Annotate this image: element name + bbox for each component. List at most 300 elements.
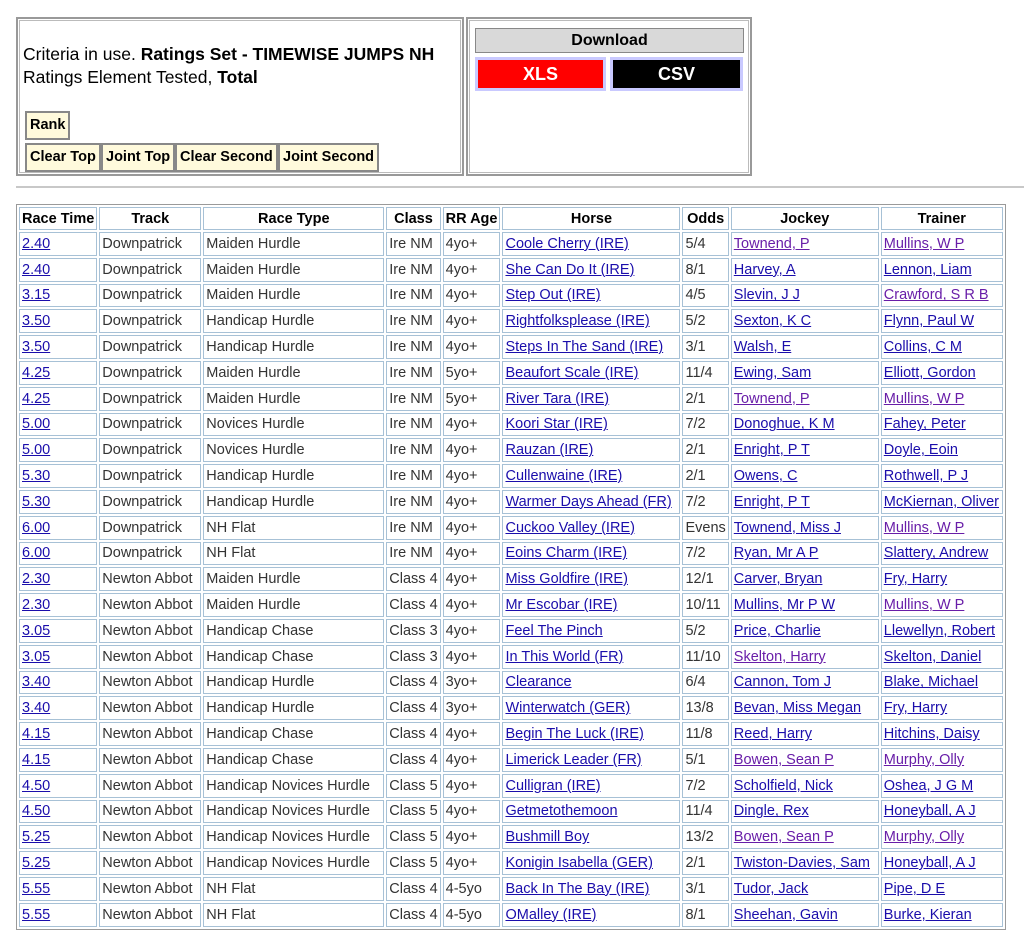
track-cell: Downpatrick [99,258,201,282]
trainer-cell-link[interactable]: Honeyball, A J [881,800,1003,824]
track-cell: Newton Abbot [99,671,201,695]
race-time-cell-link[interactable]: 3.50 [19,309,97,333]
horse-cell-link[interactable]: Cullenwaine (IRE) [502,464,680,488]
jockey-cell-link[interactable]: Bowen, Sean P [731,748,879,772]
csv-download-button[interactable]: CSV [610,57,743,91]
odds-cell: 8/1 [682,258,728,282]
table-header-row [19,207,1003,230]
clear-top-button[interactable] [25,143,101,172]
horse-cell-link[interactable]: Feel The Pinch [502,619,680,643]
jockey-cell-link[interactable]: Ryan, Mr A P [731,542,879,566]
ratings-set-value: Ratings Set - TIMEWISE JUMPS NH [140,44,435,64]
rr-age-cell: 4yo+ [443,774,501,798]
track-cell: Downpatrick [99,309,201,333]
odds-cell: 7/2 [682,542,728,566]
class-cell: Ire NM [386,258,440,282]
table-row [19,258,1003,282]
jockey-cell-link[interactable]: Carver, Bryan [731,567,879,591]
track-cell: Newton Abbot [99,645,201,669]
horse-cell-link[interactable]: Steps In The Sand (IRE) [502,335,680,359]
track-cell: Downpatrick [99,464,201,488]
odds-cell: 7/2 [682,413,728,437]
class-cell: Class 4 [386,593,440,617]
rr-age-cell: 4yo+ [443,335,501,359]
horse-cell-link[interactable]: OMalley (IRE) [502,903,680,927]
rr-age-cell: 4-5yo [443,903,501,927]
race-time-cell-link[interactable]: 4.50 [19,774,97,798]
class-cell: Class 4 [386,696,440,720]
odds-cell: 2/1 [682,464,728,488]
table-row [19,877,1003,901]
trainer-cell-link[interactable]: Mullins, W P [881,387,1003,411]
separator [16,186,1024,188]
table-row [19,774,1003,798]
rr-age-cell: 4yo+ [443,567,501,591]
track-cell: Downpatrick [99,490,201,514]
rr-age-cell: 4yo+ [443,748,501,772]
race-time-cell-link[interactable]: 4.15 [19,722,97,746]
trainer-cell-link[interactable]: Mullins, W P [881,593,1003,617]
class-cell: Class 4 [386,567,440,591]
race-type-cell: Maiden Hurdle [203,567,384,591]
track-cell: Newton Abbot [99,825,201,849]
odds-cell: 5/4 [682,232,728,256]
trainer-cell-link[interactable]: Oshea, J G M [881,774,1003,798]
race-time-cell-link[interactable]: 5.55 [19,903,97,927]
horse-cell-link[interactable]: Koori Star (IRE) [502,413,680,437]
table-row [19,696,1003,720]
trainer-cell-link[interactable]: Fry, Harry [881,567,1003,591]
trainer-cell-link[interactable]: Honeyball, A J [881,851,1003,875]
class-cell: Ire NM [386,413,440,437]
horse-cell-link[interactable]: Culligran (IRE) [502,774,680,798]
odds-cell: 7/2 [682,774,728,798]
race-results-table [16,204,1006,930]
rr-age-cell: 4yo+ [443,438,501,462]
race-time-cell-link[interactable]: 4.15 [19,748,97,772]
class-cell: Class 5 [386,825,440,849]
class-cell: Ire NM [386,542,440,566]
track-cell: Newton Abbot [99,877,201,901]
race-type-cell: Handicap Chase [203,619,384,643]
horse-cell-link[interactable]: Rightfolksplease (IRE) [502,309,680,333]
rank-button-label: Rank [30,117,66,133]
rr-age-cell: 4yo+ [443,619,501,643]
joint-top-label: Joint Top [106,149,171,165]
class-cell: Ire NM [386,464,440,488]
table-row [19,851,1003,875]
jockey-cell-link[interactable]: Mullins, Mr P W [731,593,879,617]
rr-age-cell: 5yo+ [443,387,501,411]
trainer-cell-link[interactable]: Fry, Harry [881,696,1003,720]
horse-cell-link[interactable]: Cuckoo Valley (IRE) [502,516,680,540]
odds-cell: 8/1 [682,903,728,927]
race-time-cell-link[interactable]: 5.00 [19,438,97,462]
race-type-cell: Handicap Chase [203,722,384,746]
criteria-prefix: Criteria in use. [23,44,141,64]
race-type-cell: Novices Hurdle [203,413,384,437]
odds-cell: 7/2 [682,490,728,514]
rr-age-cell: 4-5yo [443,877,501,901]
trainer-cell-link[interactable]: Crawford, S R B [881,284,1003,308]
jockey-cell-link[interactable]: Skelton, Harry [731,645,879,669]
trainer-cell-link[interactable]: Skelton, Daniel [881,645,1003,669]
odds-cell: 3/1 [682,877,728,901]
trainer-cell-link[interactable]: Pipe, D E [881,877,1003,901]
track-cell: Downpatrick [99,516,201,540]
horse-cell-link[interactable]: Bushmill Boy [502,825,680,849]
element-value: Total [217,67,258,87]
race-time-cell-link[interactable]: 4.50 [19,800,97,824]
column-header-track: Track [99,207,201,230]
trainer-cell-link[interactable]: Murphy, Olly [881,748,1003,772]
track-cell: Downpatrick [99,232,201,256]
table-row [19,284,1003,308]
horse-cell-link[interactable]: Clearance [502,671,680,695]
table-row [19,593,1003,617]
class-cell: Ire NM [386,438,440,462]
class-cell: Ire NM [386,490,440,514]
column-header-jockey: Jockey [731,207,879,230]
race-time-cell-link[interactable]: 5.55 [19,877,97,901]
jockey-cell-link[interactable]: Sheehan, Gavin [731,903,879,927]
download-panel [466,17,752,176]
odds-cell: 12/1 [682,567,728,591]
jockey-cell-link[interactable]: Cannon, Tom J [731,671,879,695]
rr-age-cell: 4yo+ [443,413,501,437]
jockey-cell-link[interactable]: Bowen, Sean P [731,825,879,849]
rr-age-cell: 4yo+ [443,825,501,849]
horse-cell-link[interactable]: Getmetothemoon [502,800,680,824]
jockey-cell-link[interactable]: Tudor, Jack [731,877,879,901]
race-time-cell-link[interactable]: 2.40 [19,232,97,256]
track-cell: Newton Abbot [99,696,201,720]
table-row [19,516,1003,540]
odds-cell: 13/8 [682,696,728,720]
race-time-cell-link[interactable]: 2.30 [19,593,97,617]
race-type-cell: Handicap Chase [203,645,384,669]
table-row [19,232,1003,256]
rr-age-cell: 4yo+ [443,258,501,282]
rr-age-cell: 3yo+ [443,696,501,720]
race-time-cell-link[interactable]: 4.25 [19,361,97,385]
odds-cell: 5/2 [682,309,728,333]
rr-age-cell: 5yo+ [443,361,501,385]
table-row [19,335,1003,359]
class-cell: Ire NM [386,387,440,411]
race-type-cell: Maiden Hurdle [203,284,384,308]
clear-top-label: Clear Top [30,149,96,165]
column-header-class: Class [386,207,440,230]
horse-cell-link[interactable]: Back In The Bay (IRE) [502,877,680,901]
jockey-cell-link[interactable]: Owens, C [731,464,879,488]
rr-age-cell: 4yo+ [443,516,501,540]
race-type-cell: NH Flat [203,877,384,901]
track-cell: Newton Abbot [99,851,201,875]
track-cell: Newton Abbot [99,903,201,927]
criteria-element-line [23,67,258,88]
jockey-cell-link[interactable]: Walsh, E [731,335,879,359]
race-type-cell: Handicap Novices Hurdle [203,774,384,798]
jockey-cell-link[interactable]: Price, Charlie [731,619,879,643]
jockey-cell-link[interactable]: Townend, P [731,387,879,411]
joint-top-button[interactable] [101,143,175,172]
jockey-cell-link[interactable]: Harvey, A [731,258,879,282]
track-cell: Newton Abbot [99,748,201,772]
clear-second-label: Clear Second [180,149,273,165]
trainer-cell-link[interactable]: Hitchins, Daisy [881,722,1003,746]
jockey-cell-link[interactable]: Donoghue, K M [731,413,879,437]
download-title: Download [475,28,744,53]
race-type-cell: Handicap Hurdle [203,490,384,514]
joint-second-label: Joint Second [283,149,375,165]
horse-cell-link[interactable]: River Tara (IRE) [502,387,680,411]
horse-cell-link[interactable]: Konigin Isabella (GER) [502,851,680,875]
rr-age-cell: 4yo+ [443,284,501,308]
race-time-cell-link[interactable]: 2.40 [19,258,97,282]
jockey-cell-link[interactable]: Reed, Harry [731,722,879,746]
rr-age-cell: 4yo+ [443,309,501,333]
rr-age-cell: 4yo+ [443,542,501,566]
horse-cell-link[interactable]: She Can Do It (IRE) [502,258,680,282]
race-type-cell: Handicap Novices Hurdle [203,851,384,875]
odds-cell: 4/5 [682,284,728,308]
race-time-cell-link[interactable]: 3.15 [19,284,97,308]
race-type-cell: Handicap Hurdle [203,309,384,333]
odds-cell: Evens [682,516,728,540]
table-row [19,542,1003,566]
race-type-cell: Maiden Hurdle [203,232,384,256]
trainer-cell-link[interactable]: Elliott, Gordon [881,361,1003,385]
track-cell: Newton Abbot [99,722,201,746]
race-time-cell-link[interactable]: 2.30 [19,567,97,591]
trainer-cell-link[interactable]: Slattery, Andrew [881,542,1003,566]
race-time-cell-link[interactable]: 5.25 [19,825,97,849]
table-row [19,438,1003,462]
horse-cell-link[interactable]: Miss Goldfire (IRE) [502,567,680,591]
jockey-cell-link[interactable]: Dingle, Rex [731,800,879,824]
table-row [19,748,1003,772]
clear-second-button[interactable] [175,143,278,172]
track-cell: Downpatrick [99,387,201,411]
odds-cell: 2/1 [682,438,728,462]
table-row [19,722,1003,746]
track-cell: Newton Abbot [99,619,201,643]
table-row [19,903,1003,927]
odds-cell: 5/2 [682,619,728,643]
trainer-cell-link[interactable]: McKiernan, Oliver [881,490,1003,514]
race-time-cell-link[interactable]: 6.00 [19,516,97,540]
column-header-odds: Odds [682,207,728,230]
track-cell: Newton Abbot [99,800,201,824]
column-header-rr-age: RR Age [443,207,501,230]
race-time-cell-link[interactable]: 5.30 [19,490,97,514]
odds-cell: 5/1 [682,748,728,772]
class-cell: Class 4 [386,877,440,901]
odds-cell: 11/10 [682,645,728,669]
class-cell: Ire NM [386,284,440,308]
odds-cell: 6/4 [682,671,728,695]
track-cell: Newton Abbot [99,774,201,798]
race-type-cell: Handicap Novices Hurdle [203,825,384,849]
race-time-cell-link[interactable]: 3.05 [19,645,97,669]
race-type-cell: Handicap Hurdle [203,335,384,359]
race-type-cell: NH Flat [203,542,384,566]
jockey-cell-link[interactable]: Bevan, Miss Megan [731,696,879,720]
class-cell: Class 3 [386,619,440,643]
odds-cell: 11/8 [682,722,728,746]
horse-cell-link[interactable]: Rauzan (IRE) [502,438,680,462]
race-type-cell: Handicap Chase [203,748,384,772]
element-prefix: Ratings Element Tested, [23,67,218,87]
trainer-cell-link[interactable]: Llewellyn, Robert [881,619,1003,643]
rr-age-cell: 4yo+ [443,232,501,256]
trainer-cell-link[interactable]: Rothwell, P J [881,464,1003,488]
table-body [19,232,1003,927]
column-header-race-type: Race Type [203,207,384,230]
trainer-cell-link[interactable]: Doyle, Eoin [881,438,1003,462]
horse-cell-link[interactable]: Limerick Leader (FR) [502,748,680,772]
track-cell: Newton Abbot [99,593,201,617]
table-row [19,413,1003,437]
trainer-cell-link[interactable]: Burke, Kieran [881,903,1003,927]
table-row [19,387,1003,411]
jockey-cell-link[interactable]: Sexton, K C [731,309,879,333]
race-type-cell: NH Flat [203,516,384,540]
rr-age-cell: 3yo+ [443,671,501,695]
trainer-cell-link[interactable]: Collins, C M [881,335,1003,359]
class-cell: Ire NM [386,335,440,359]
race-time-cell-link[interactable]: 3.40 [19,696,97,720]
class-cell: Class 3 [386,645,440,669]
track-cell: Downpatrick [99,361,201,385]
race-type-cell: Maiden Hurdle [203,258,384,282]
horse-cell-link[interactable]: Step Out (IRE) [502,284,680,308]
horse-cell-link[interactable]: Eoins Charm (IRE) [502,542,680,566]
race-type-cell: Novices Hurdle [203,438,384,462]
race-time-cell-link[interactable]: 6.00 [19,542,97,566]
class-cell: Class 4 [386,748,440,772]
rr-age-cell: 4yo+ [443,851,501,875]
table-row [19,490,1003,514]
table-row [19,671,1003,695]
track-cell: Downpatrick [99,284,201,308]
class-cell: Ire NM [386,232,440,256]
table-row [19,464,1003,488]
trainer-cell-link[interactable]: Lennon, Liam [881,258,1003,282]
trainer-cell-link[interactable]: Blake, Michael [881,671,1003,695]
rank-button[interactable] [25,111,70,140]
table-row [19,361,1003,385]
horse-cell-link[interactable]: Mr Escobar (IRE) [502,593,680,617]
class-cell: Class 4 [386,722,440,746]
track-cell: Newton Abbot [99,567,201,591]
odds-cell: 13/2 [682,825,728,849]
race-type-cell: Handicap Novices Hurdle [203,800,384,824]
table-row [19,619,1003,643]
table-row [19,825,1003,849]
track-cell: Downpatrick [99,542,201,566]
odds-cell: 2/1 [682,851,728,875]
class-cell: Class 5 [386,774,440,798]
horse-cell-link[interactable]: Winterwatch (GER) [502,696,680,720]
jockey-cell-link[interactable]: Townend, Miss J [731,516,879,540]
jockey-cell-link[interactable]: Scholfield, Nick [731,774,879,798]
column-header-horse: Horse [502,207,680,230]
trainer-cell-link[interactable]: Mullins, W P [881,516,1003,540]
trainer-cell-link[interactable]: Fahey, Peter [881,413,1003,437]
race-time-cell-link[interactable]: 5.25 [19,851,97,875]
class-cell: Class 4 [386,903,440,927]
trainer-cell-link[interactable]: Murphy, Olly [881,825,1003,849]
rr-age-cell: 4yo+ [443,593,501,617]
race-time-cell-link[interactable]: 5.00 [19,413,97,437]
odds-cell: 10/11 [682,593,728,617]
horse-cell-link[interactable]: Beaufort Scale (IRE) [502,361,680,385]
jockey-cell-link[interactable]: Enright, P T [731,490,879,514]
class-cell: Ire NM [386,516,440,540]
jockey-cell-link[interactable]: Enright, P T [731,438,879,462]
class-cell: Class 5 [386,851,440,875]
horse-cell-link[interactable]: Warmer Days Ahead (FR) [502,490,680,514]
track-cell: Downpatrick [99,335,201,359]
race-time-cell-link[interactable]: 3.40 [19,671,97,695]
track-cell: Downpatrick [99,413,201,437]
odds-cell: 3/1 [682,335,728,359]
race-time-cell-link[interactable]: 3.05 [19,619,97,643]
column-header-trainer: Trainer [881,207,1003,230]
criteria-panel [16,17,464,176]
race-type-cell: Maiden Hurdle [203,593,384,617]
race-type-cell: Maiden Hurdle [203,387,384,411]
race-time-cell-link[interactable]: 3.50 [19,335,97,359]
xls-download-button[interactable]: XLS [475,57,606,91]
table-row [19,309,1003,333]
odds-cell: 11/4 [682,361,728,385]
table-row [19,645,1003,669]
race-type-cell: NH Flat [203,903,384,927]
race-type-cell: Handicap Hurdle [203,671,384,695]
trainer-cell-link[interactable]: Flynn, Paul W [881,309,1003,333]
horse-cell-link[interactable]: Begin The Luck (IRE) [502,722,680,746]
rr-age-cell: 4yo+ [443,490,501,514]
race-type-cell: Maiden Hurdle [203,361,384,385]
horse-cell-link[interactable]: Coole Cherry (IRE) [502,232,680,256]
rr-age-cell: 4yo+ [443,645,501,669]
table-row [19,800,1003,824]
jockey-cell-link[interactable]: Slevin, J J [731,284,879,308]
rr-age-cell: 4yo+ [443,722,501,746]
track-cell: Downpatrick [99,438,201,462]
race-time-cell-link[interactable]: 5.30 [19,464,97,488]
odds-cell: 11/4 [682,800,728,824]
odds-cell: 2/1 [682,387,728,411]
joint-second-button[interactable] [278,143,379,172]
race-type-cell: Handicap Hurdle [203,464,384,488]
table-row [19,567,1003,591]
jockey-cell-link[interactable]: Townend, P [731,232,879,256]
class-cell: Class 5 [386,800,440,824]
rr-age-cell: 4yo+ [443,464,501,488]
trainer-cell-link[interactable]: Mullins, W P [881,232,1003,256]
jockey-cell-link[interactable]: Twiston-Davies, Sam [731,851,879,875]
race-time-cell-link[interactable]: 4.25 [19,387,97,411]
jockey-cell-link[interactable]: Ewing, Sam [731,361,879,385]
race-type-cell: Handicap Hurdle [203,696,384,720]
rr-age-cell: 4yo+ [443,800,501,824]
class-cell: Class 4 [386,671,440,695]
horse-cell-link[interactable]: In This World (FR) [502,645,680,669]
